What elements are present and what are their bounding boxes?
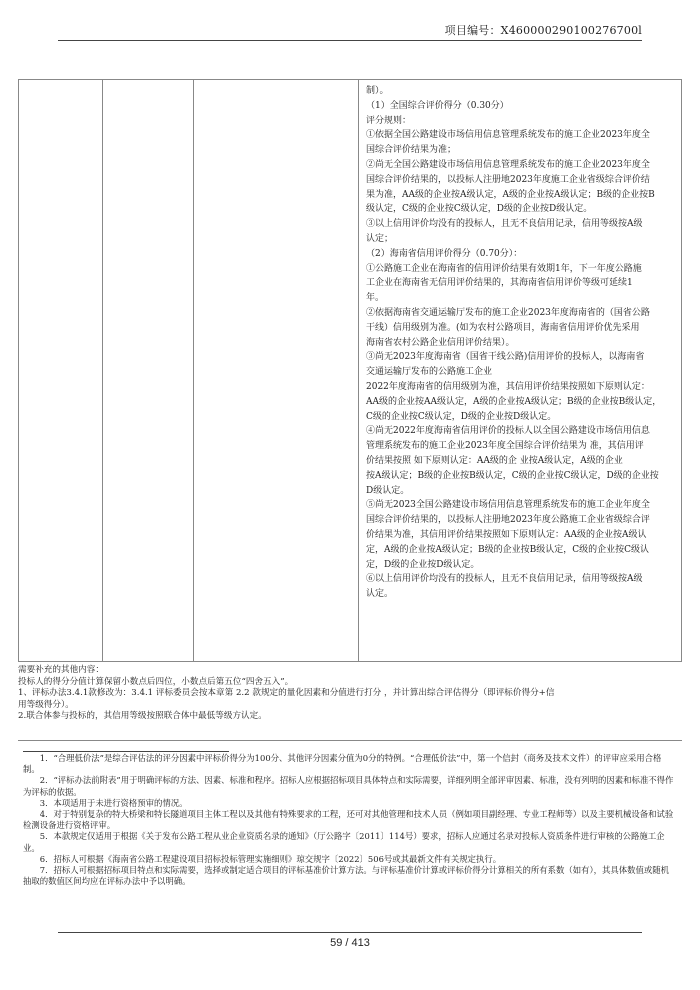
table-line: 定，D级的企业按D级认定。 — [366, 559, 480, 570]
notes-line: 1、评标办法3.4.1款修改为：3.4.1 评标委员会按本章第 2.2 款规定的量化因素和分值进行打分 ，并计算出综合评估得分（即评标价得分+信 — [18, 688, 555, 699]
table-line: ③以上信用评价均没有的投标人，且无不良信用记录，信用等级按A级 — [366, 219, 643, 230]
table-line: 海南省农村公路企业信用评价结果）。 — [366, 337, 515, 348]
scoring-rules-cell — [366, 84, 696, 602]
table-line: 果为准，AA级的企业按A级认定，A级的企业按A级认定；B级的企业按B — [366, 189, 655, 200]
notes-line: 用等级得分）。 — [18, 699, 74, 710]
table-line: 价结果为准，其信用评价结果按照如下原则认定：AA级的企业按A级认 — [366, 529, 647, 540]
notes-line: 投标人的得分分值计算保留小数点后四位，小数点后第五位“四舍五入”。 — [18, 676, 294, 687]
table-line: ②依据海南省交通运输厅发布的施工企业2023年度海南省的（国省公路 — [366, 307, 650, 318]
footnote-item: 1．“合理低价法”是综合评估法的评分因素中评标价得分为100分、其他评分因素分值为0分的特例。“合理低价法”中，第一个信封（商务及技术文件）的评审应采用合格制。 — [23, 753, 662, 775]
table-line: （2）海南省信用评价得分（0.70分）： — [366, 248, 523, 259]
table-line: 认定。 — [366, 589, 394, 600]
footnote-item: 4．对于特别复杂的特大桥梁和特长隧道项目主体工程以及其他有特殊要求的工程，还可对其他管理和技术人员（例如项目副经理、专业工程师等）以及主要机械设备和试验检测设备进行资格评审。 — [23, 809, 674, 831]
table-line: 国综合评价结果为准； — [366, 145, 457, 156]
table-line: （1）全国综合评价得分（0.30分） — [366, 100, 509, 111]
table-line: 干线）信用级别为准。(如为农村公路项目，海南省信用评价优先采用 — [366, 322, 640, 333]
footnotes — [23, 753, 675, 887]
footnote-item: 3．本项适用于未进行资格预审的情况。 — [39, 797, 188, 808]
header-rule — [58, 40, 642, 41]
footnote-item: 2．“评标办法前附表”用于明确评标的方法、因素、标准和程序。招标人应根据招标项目具体特点和实际需要，详细列明全部评审因素、标准，没有列明的因素和标准不得作为评标的依据。 — [23, 775, 674, 797]
table-line: ①公路施工企业在海南省的信用评价结果有效期1年，下一年度公路施 — [366, 263, 642, 274]
footnote-item: 5．本款规定仅适用于根据《关于发布公路工程从业企业资质名录的通知》（厅公路字〔2011〕114号）要求，招标人应通过名录对投标人资质条件进行审核的公路施工企业。 — [23, 831, 665, 853]
table-line: ⑥以上信用评价均没有的投标人，且无不良信用记录，信用等级按A级 — [366, 574, 643, 585]
table-line: 管理系统发布的施工企业2023年度全国综合评价结果为 准，其信用评 — [366, 441, 644, 452]
notes-box-rule — [18, 740, 682, 741]
page-number: 59 / 413 — [330, 937, 370, 949]
table-line: ③尚无2023年度海南省（国省干线公路)信用评价的投标人，以海南省 — [366, 352, 645, 363]
footnote-item: 6．招标人可根据《海南省公路工程建设项目招标投标管理实施细则》琼交规字〔2022〕506号或其最新文件有关规定执行。 — [39, 853, 502, 864]
project-number: 项目编号：X460000290100276700l — [444, 24, 642, 37]
table-border-left — [18, 80, 19, 661]
table-line: 定，A级的企业按A级认定；B级的企业按B级认定，C级的企业按C级认 — [366, 544, 650, 555]
table-line: 按A级认定；B级的企业按B级认定，C级的企业按C级认定，D级的企业按 — [366, 470, 659, 481]
footnote-item: 7．招标人可根据招标项目特点和实际需要，选择或制定适合项目的评标基准价计算方法。与评标基准价计算或评标价得分计算相关的所有系数（如有），其具体数值或随机抽取的数值区间均应在评标办法中予以明确。 — [23, 865, 670, 887]
supplementary-notes — [18, 665, 682, 723]
table-line: 国综合评价结果的，以投标人注册地2023年度公路施工企业省级综合评 — [366, 515, 650, 526]
table-line: 认定； — [366, 233, 394, 244]
table-line: 交通运输厅发布的公路施工企业 — [366, 367, 493, 378]
table-line: 级认定，C级的企业按C级认定，D级的企业按D级认定。 — [366, 204, 593, 215]
footer-rule — [58, 932, 642, 933]
table-line: 2022年度海南省的信用级别为准，其信用评价结果按照如下原则认定： — [366, 381, 650, 392]
table-column-divider-2 — [193, 80, 194, 661]
table-line: AA级的企业按AA级认定，A级的企业按A级认定；B级的企业按B级认定， — [366, 396, 662, 407]
footnote-rule — [23, 751, 229, 752]
table-column-divider-1 — [102, 80, 103, 661]
table-line: ④尚无2022年度海南省信用评价的投标人以全国公路建设市场信用信息 — [366, 426, 650, 437]
table-line: 国综合评价结果的，以投标人注册地2023年度施工企业省级综合评价结 — [366, 174, 650, 185]
table-column-divider-3 — [358, 80, 359, 661]
table-line: ⑤尚无2023全国公路建设市场信用信息管理系统发布的施工企业年度全 — [366, 500, 650, 511]
table-line: ②尚无全国公路建设市场信用信息管理系统发布的施工企业2023年度全 — [366, 159, 650, 170]
table-line: 制）。 — [366, 86, 389, 96]
table-line: D级认定。 — [366, 485, 410, 496]
table-line: 工企业在海南省无信用评价结果的，其海南省信用评价等级可延续1 — [366, 278, 633, 289]
table-line: 评分规则： — [366, 115, 412, 126]
notes-line: 需要补充的其他内容： — [18, 665, 104, 675]
table-line: ①依据全国公路建设市场信用信息管理系统发布的施工企业2023年度全 — [366, 130, 650, 141]
notes-line: 2.联合体参与投标的，其信用等级按照联合体中最低等级方认定。 — [18, 711, 267, 722]
criteria-table — [18, 79, 682, 662]
table-line: 年。 — [366, 293, 385, 304]
table-line: 价结果按照 如下原则认定：AA级的企 业按A级认定，A级的企业 — [366, 455, 623, 466]
table-line: C级的企业按C级认定，D级的企业按D级认定。 — [366, 411, 557, 422]
